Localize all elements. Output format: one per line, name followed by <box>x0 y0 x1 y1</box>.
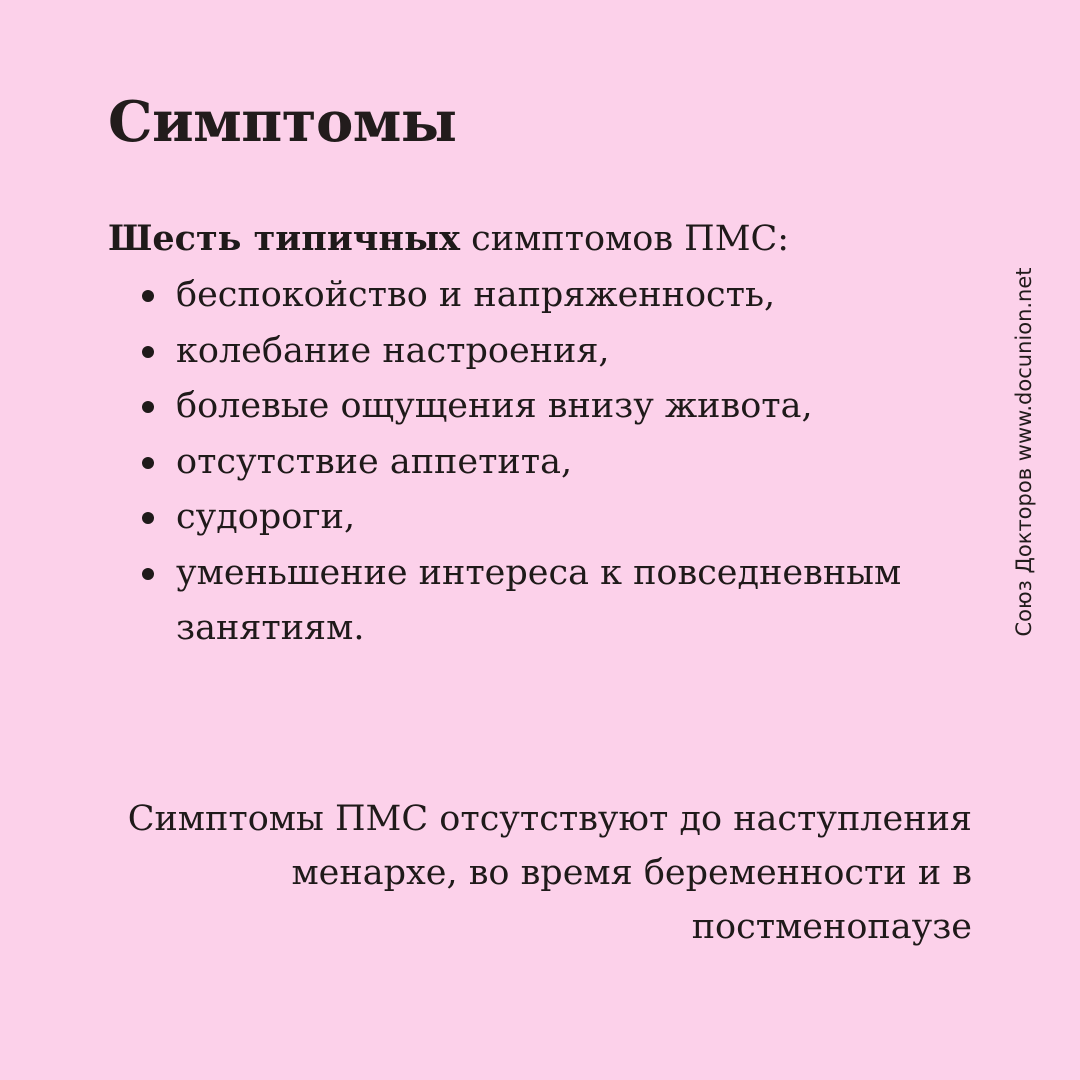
source-watermark: Союз Докторов www.docunion.net <box>1012 267 1036 637</box>
symptom-item: судороги, <box>136 490 936 546</box>
symptom-item: болевые ощущения внизу живота, <box>136 379 936 435</box>
intro-line <box>108 214 789 264</box>
symptom-item: колебание настроения, <box>136 324 936 380</box>
page-title: Симптомы <box>108 89 457 155</box>
symptom-item: отсутствие аппетита, <box>136 435 936 491</box>
symptom-item: беспокойство и напряженность, <box>136 268 936 324</box>
intro-regular-text: симптомов ПМС: <box>460 219 790 259</box>
symptom-item: уменьшение интереса к повседневным занятиям. <box>136 546 936 657</box>
footnote: Симптомы ПМС отсутствуют до наступления менархе, во время беременности и в постменопаузе <box>127 799 972 947</box>
symptom-list <box>136 268 936 657</box>
intro-bold-text: Шесть типичных <box>108 218 460 259</box>
